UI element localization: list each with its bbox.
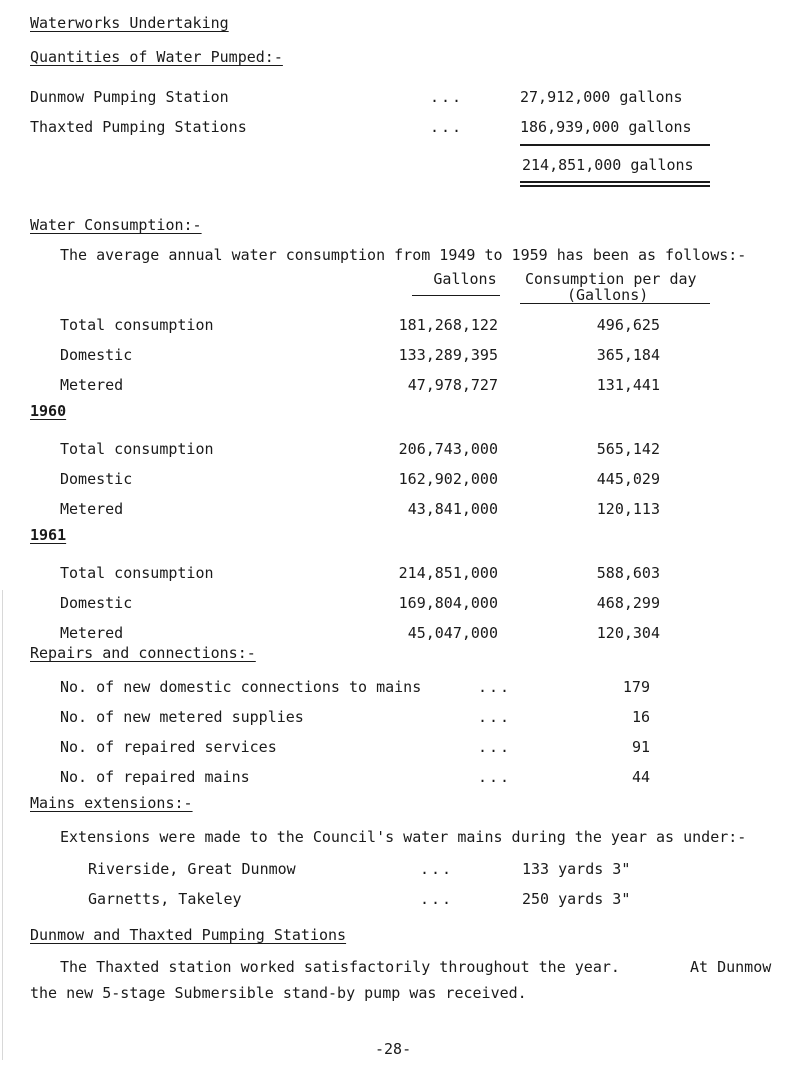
- consumption-gallons: 47,978,727: [407, 376, 498, 394]
- repairs-row-label: No. of repaired services: [60, 738, 277, 756]
- consumption-per-day: 496,625: [596, 316, 660, 334]
- consumption-per-day: 120,304: [596, 624, 660, 642]
- mains-row-value: 133 yards 3": [522, 860, 631, 878]
- binding-edge-line: [2, 590, 3, 1060]
- consumption-per-day: 565,142: [596, 440, 660, 458]
- mains-row-label: Garnetts, Takeley: [88, 890, 242, 908]
- repairs-row-label: No. of new metered supplies: [60, 708, 304, 726]
- consumption-gallons: 169,804,000: [398, 594, 498, 612]
- total-rule-double-2: [520, 185, 710, 187]
- consumption-label: Total consumption: [60, 316, 214, 334]
- consumption-label: Metered: [60, 500, 124, 518]
- stations-heading: Dunmow and Thaxted Pumping Stations: [30, 926, 347, 944]
- consumption-label: Domestic: [60, 346, 133, 364]
- repairs-row-dots: ...: [478, 768, 512, 786]
- consumption-gallons: 206,743,000: [398, 440, 498, 458]
- col-header-per-day: Consumption per day: [525, 270, 697, 288]
- consumption-per-day: 120,113: [596, 500, 660, 518]
- quantities-row-label: Thaxted Pumping Stations: [30, 118, 247, 136]
- repairs-row-label: No. of repaired mains: [60, 768, 250, 786]
- consumption-label: Total consumption: [60, 440, 214, 458]
- consumption-gallons: 133,289,395: [398, 346, 498, 364]
- page-number: -28-: [375, 1040, 412, 1058]
- year-heading-1961: 1961: [30, 526, 67, 544]
- consumption-label: Metered: [60, 376, 124, 394]
- col-header-gallons: Gallons: [433, 270, 497, 288]
- col-header-gallons-rule: [412, 295, 500, 296]
- consumption-gallons: 214,851,000: [398, 564, 498, 582]
- stations-text-line-2: the new 5-stage Submersible stand-by pump was received.: [30, 984, 527, 1002]
- col-header-per-day-rule: [520, 303, 710, 304]
- quantities-row-dots: ...: [430, 118, 464, 136]
- consumption-label: Metered: [60, 624, 124, 642]
- repairs-row-label: No. of new domestic connections to mains: [60, 678, 422, 696]
- page-title: Waterworks Undertaking: [30, 14, 229, 32]
- consumption-label: Total consumption: [60, 564, 214, 582]
- mains-row-label: Riverside, Great Dunmow: [88, 860, 296, 878]
- consumption-per-day: 445,029: [596, 470, 660, 488]
- mains-row-value: 250 yards 3": [522, 890, 631, 908]
- consumption-per-day: 365,184: [596, 346, 660, 364]
- repairs-row-value: 16: [631, 708, 650, 726]
- consumption-label: Domestic: [60, 594, 133, 612]
- stations-text-line-1: The Thaxted station worked satisfactorily throughout the year.: [60, 958, 620, 976]
- col-header-per-day-unit: (Gallons): [567, 286, 649, 304]
- consumption-intro: The average annual water consumption from 1949 to 1959 has been as follows:-: [60, 246, 747, 264]
- mains-row-dots: ...: [420, 860, 454, 878]
- quantities-total: 214,851,000 gallons: [522, 156, 694, 174]
- stations-text-line-1-end: At Dunmow: [690, 958, 772, 976]
- repairs-row-dots: ...: [478, 708, 512, 726]
- repairs-row-dots: ...: [478, 678, 512, 696]
- quantities-row-value: 27,912,000 gallons: [520, 88, 683, 106]
- quantities-row-dots: ...: [430, 88, 464, 106]
- consumption-heading: Water Consumption:-: [30, 216, 202, 234]
- total-rule-double-1: [520, 181, 710, 183]
- repairs-row-value: 44: [631, 768, 650, 786]
- mains-heading: Mains extensions:-: [30, 794, 193, 812]
- mains-intro: Extensions were made to the Council's water mains during the year as under:-: [60, 828, 747, 846]
- consumption-gallons: 181,268,122: [398, 316, 498, 334]
- consumption-label: Domestic: [60, 470, 133, 488]
- repairs-heading: Repairs and connections:-: [30, 644, 256, 662]
- quantities-row-label: Dunmow Pumping Station: [30, 88, 229, 106]
- total-rule-top: [520, 144, 710, 146]
- consumption-gallons: 43,841,000: [407, 500, 498, 518]
- consumption-per-day: 588,603: [596, 564, 660, 582]
- quantities-row-value: 186,939,000 gallons: [520, 118, 692, 136]
- year-heading-1960: 1960: [30, 402, 67, 420]
- consumption-per-day: 131,441: [596, 376, 660, 394]
- mains-row-dots: ...: [420, 890, 454, 908]
- quantities-heading: Quantities of Water Pumped:-: [30, 48, 283, 66]
- repairs-row-value: 91: [631, 738, 650, 756]
- repairs-row-value: 179: [622, 678, 650, 696]
- consumption-per-day: 468,299: [596, 594, 660, 612]
- repairs-row-dots: ...: [478, 738, 512, 756]
- consumption-gallons: 162,902,000: [398, 470, 498, 488]
- consumption-gallons: 45,047,000: [407, 624, 498, 642]
